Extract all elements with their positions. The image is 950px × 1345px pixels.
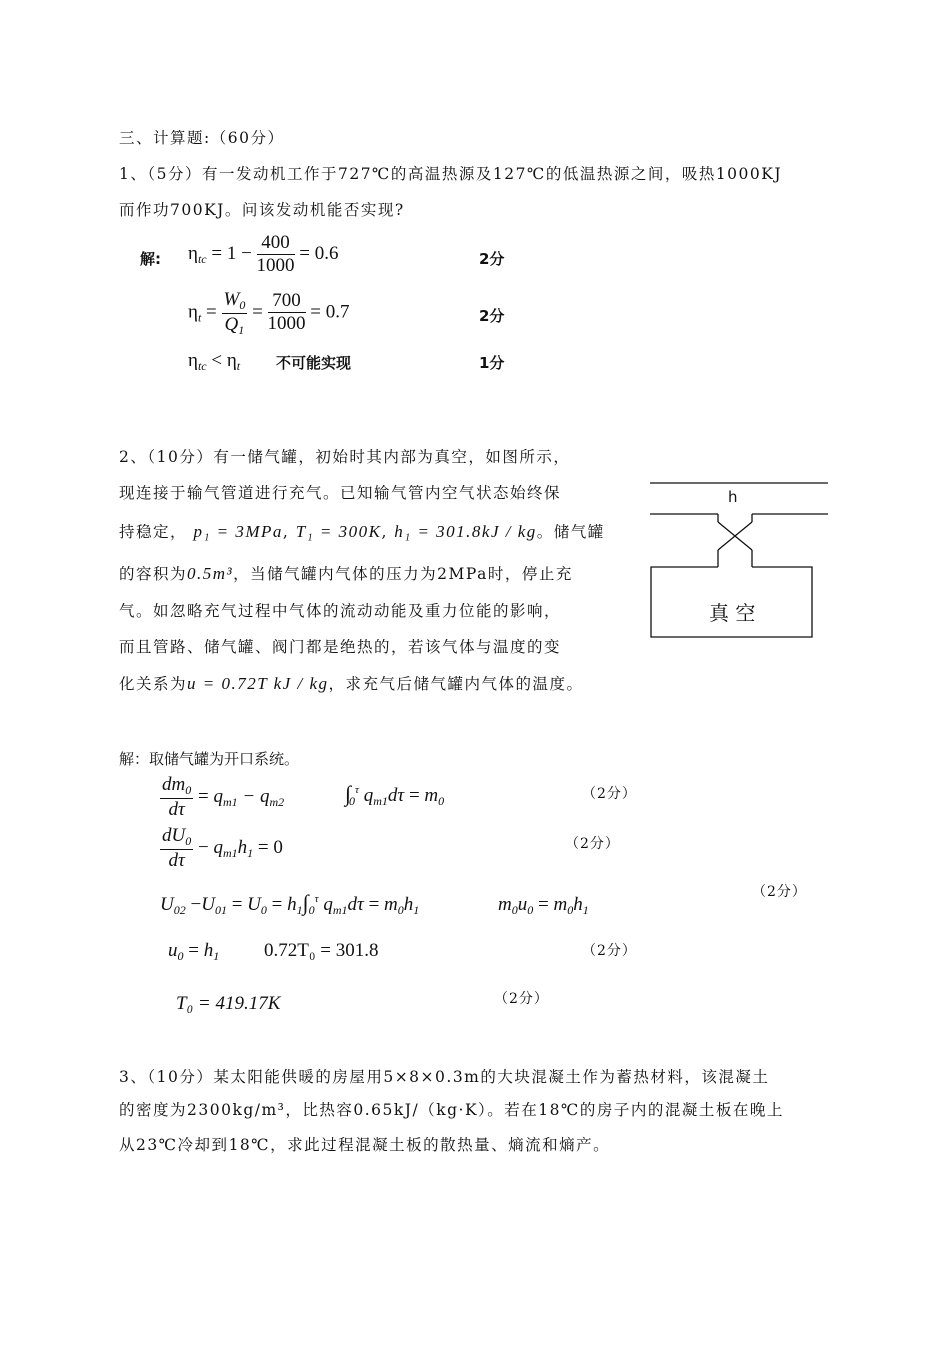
q2-text-line-2: 现连接于输气管道进行充气。已知输气管内空气状态始终保 <box>119 484 562 502</box>
q2-points-3: （2分） <box>752 884 807 900</box>
q2-text-line-5: 气。如忽略充气过程中气体的流动动能及重力位能的影响， <box>119 602 562 620</box>
q2-points-5: （2分） <box>494 991 549 1007</box>
q2-points-4: （2分） <box>582 943 637 959</box>
q2-pressure: p₁ = 3MPa <box>193 522 283 541</box>
q2-u-equals-h-equation: $u_0 = h_1$ <box>168 940 220 963</box>
q2-temperature-equation: 0.72T₀ = 301.8 <box>264 940 379 961</box>
q2-final-temperature: T₀ = 419.17K <box>176 993 281 1014</box>
q1-equation-carnot-efficiency: $\eta_{tc} = 1$ − $\frac{400}{1000}$ = 0.6 <box>188 232 339 276</box>
q2-mass-energy-equation: $m_0u_0 = m_0h_1$ <box>498 894 589 917</box>
q1-solution-label: 解: <box>140 250 161 268</box>
diagram-pipe-label: h <box>728 488 738 506</box>
diagram-tank-label: 真 空 <box>709 601 756 625</box>
q2-internal-energy-equation: $U_{02} -U_{01} = U_0 = h_1\int_0^\tau$ $q_{m1}d\tau = m_0h_1$ <box>160 890 420 917</box>
q2-enthalpy: h₁ = 301.8kJ / kg <box>394 522 537 541</box>
q1-points-1: 2分 <box>479 250 505 268</box>
q1-points-2: 2分 <box>479 307 505 325</box>
q2-mass-integral-equation: $\int_0^\tau$ $q_{m1}d\tau = m_0$ <box>345 781 445 808</box>
q1-text-line-1: 1、（5分）有一发动机工作于727℃的高温热源及127℃的低温热源之间，吸热1000KJ <box>119 165 783 183</box>
q2-u-relation: u = 0.72T kJ / kg <box>187 674 329 693</box>
q2-points-1: （2分） <box>582 786 637 802</box>
q2-volume: 0.5m³ <box>187 564 234 583</box>
q2-text-line-1: 2、（10分）有一储气罐，初始时其内部为真空，如图所示， <box>119 448 571 466</box>
section-title: 三、计算题:（60分） <box>119 129 285 147</box>
q1-points-3: 1分 <box>479 354 505 372</box>
q2-text-line-3: 持稳定， p₁ = 3MPa, T₁ = 300K, h₁ = 301.8kJ / kg。储气罐 <box>119 522 605 541</box>
q2-text-line-6: 而且管路、储气罐、阀门都是绝热的，若该气体与温度的变 <box>119 638 562 656</box>
q3-text-line-3: 从23℃冷却到18℃，求此过程混凝土板的散热量、熵流和熵产。 <box>119 1136 611 1154</box>
q2-solution-label: 解：取储气罐为开口系统。 <box>119 750 300 768</box>
q1-conclusion: 不可能实现 <box>276 354 352 372</box>
q1-equation-actual-efficiency: $\eta_t$ = $\frac{W_0}{Q_1}$ = $\frac{700}{1000}$ = 0.7 <box>188 289 350 337</box>
q2-text-line-7: 化关系为u = 0.72T kJ / kg，求充气后储气罐内气体的温度。 <box>119 674 584 693</box>
q2-temperature: T₁ = 300K <box>295 522 382 541</box>
q1-text-line-2: 而作功700KJ。问该发动机能否实现? <box>119 201 405 219</box>
q1-equation-comparison: $\eta_{tc} < \eta_t$ <box>188 350 241 373</box>
q2-points-2: （2分） <box>565 836 620 852</box>
q3-text-line-1: 3、（10分）某太阳能供暖的房屋用5×8×0.3m的大块混凝土作为蓄热材料，该混凝土 <box>119 1068 770 1086</box>
q2-energy-balance-equation: $\frac{dU_0}{d\tau}$ − $q_{m1}h_1 = 0$ <box>162 825 283 871</box>
q3-text-line-2: 的密度为2300kg/m³，比热容0.65kJ/（kg·K）。若在18℃的房子内的混凝土板在晚上 <box>119 1101 784 1119</box>
q2-text-line-4: 的容积为0.5m³，当储气罐内气体的压力为2MPa时，停止充 <box>119 564 573 583</box>
q2-mass-balance-equation: $\frac{dm_0}{d\tau}$ = $q_{m1} - q_{m2}$ <box>162 774 285 820</box>
